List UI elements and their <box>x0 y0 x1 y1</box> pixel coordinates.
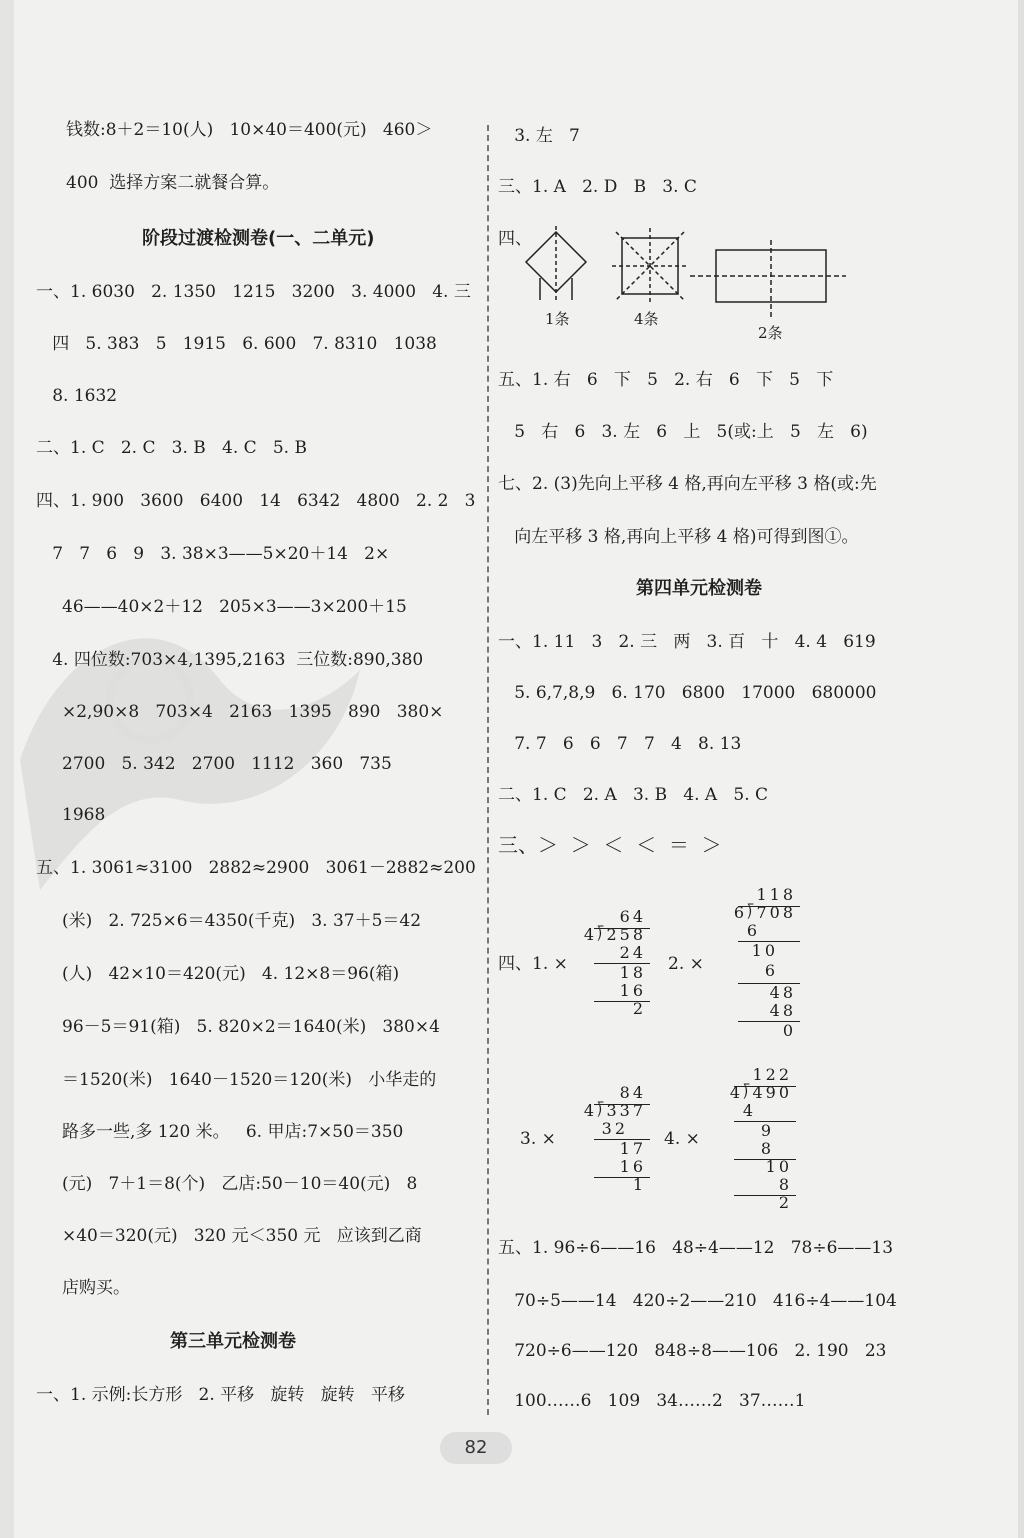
step: 9 <box>760 1121 774 1140</box>
answer-line: 2. × <box>668 954 704 974</box>
answer-line: 向左平移 3 格,再向上平移 4 格)可得到图①。 <box>498 527 859 547</box>
answer-line: 四 5. 383 5 1915 6. 600 7. 8310 1038 <box>36 334 437 354</box>
figure-label: 4条 <box>634 310 659 328</box>
page-edge <box>1018 0 1024 1538</box>
figure-square <box>612 228 688 304</box>
answer-line: 5 右 6 3. 左 6 上 5(或:上 5 左 6) <box>498 422 868 442</box>
quotient: 84 <box>619 1083 646 1102</box>
step: 8 <box>760 1139 774 1158</box>
answer-line: 店购买。 <box>62 1278 130 1298</box>
quotient: 118 <box>756 885 796 904</box>
answer-line: 五、1. 96÷6——16 48÷4——12 78÷6——13 <box>498 1238 894 1258</box>
long-division <box>720 886 804 1046</box>
answer-line: 4. 四位数:703×4,1395,2163 三位数:890,380 <box>36 650 424 670</box>
answer-line: ＝1520(米) 1640－1520＝120(米) 小华走的 <box>62 1070 437 1090</box>
section-heading: 阶段过渡检测卷(一、二单元) <box>142 228 375 249</box>
step: 48 <box>769 983 796 1002</box>
answer-line: 8. 1632 <box>36 386 118 406</box>
answer-line: 46——40×2＋12 205×3——3×200＋15 <box>62 597 407 617</box>
column-divider <box>487 125 489 1415</box>
answer-line: 3. 左 7 <box>498 126 580 146</box>
step: 16 <box>619 981 646 1000</box>
answer-line: 1968 <box>62 805 106 825</box>
figure-label: 1条 <box>545 310 570 328</box>
step: 4 <box>742 1101 756 1120</box>
remainder: 2 <box>632 999 646 1018</box>
answer-line: 4. × <box>664 1129 700 1149</box>
answer-line: 70÷5——14 420÷2——210 416÷4——104 <box>498 1291 897 1311</box>
answer-line: 5. 6,7,8,9 6. 170 6800 17000 680000 <box>498 683 877 703</box>
step: 6 <box>764 961 778 980</box>
figure-label: 2条 <box>758 324 783 342</box>
answer-line: 100……6 109 34……2 37……1 <box>498 1391 806 1411</box>
answer-line: 路多一些,多 120 米。 6. 甲店:7×50＝350 <box>62 1122 404 1142</box>
step: 24 <box>619 943 646 962</box>
long-division <box>574 908 654 1018</box>
step: 16 <box>619 1157 646 1176</box>
step: 17 <box>619 1139 646 1158</box>
answer-line: 三、＞ ＞ ＜ ＜ ＝ ＞ <box>498 833 722 857</box>
figure-pentagon <box>526 226 586 302</box>
answer-line: 二、1. C 2. A 3. B 4. A 5. C <box>498 785 769 805</box>
dividend: 4⟌490 <box>729 1083 792 1102</box>
step: 18 <box>619 963 646 982</box>
remainder: 2 <box>778 1193 792 1212</box>
answer-line: 一、1. 11 3 2. 三 两 3. 百 十 4. 4 619 <box>498 632 876 652</box>
answer-line: 钱数:8＋2＝10(人) 10×40＝400(元) 460＞ <box>66 120 433 140</box>
answer-line: 3. × <box>520 1129 556 1149</box>
answer-line: 五、1. 3061≈3100 2882≈2900 3061－2882≈200 <box>36 858 476 878</box>
step: 32 <box>601 1119 628 1138</box>
step: 8 <box>778 1175 792 1194</box>
remainder: 1 <box>632 1175 646 1194</box>
answer-line: 7. 7 6 6 7 7 4 8. 13 <box>498 734 742 754</box>
answer-line: 7 7 6 9 3. 38×3——5×20＋14 2× <box>36 544 390 564</box>
answer-line: 四、1. 900 3600 6400 14 6342 4800 2. 2 3 <box>36 491 476 511</box>
answer-line: ×2,90×8 703×4 2163 1395 890 380× <box>62 702 444 722</box>
page-number: 82 <box>464 1437 488 1458</box>
step: 6 <box>746 921 760 940</box>
answer-line: ×40＝320(元) 320 元＜350 元 应该到乙商 <box>62 1226 422 1246</box>
answer-line: 一、1. 6030 2. 1350 1215 3200 3. 4000 4. 三 <box>36 282 471 302</box>
answer-line: (元) 7＋1＝8(个) 乙店:50－10＝40(元) 8 <box>62 1174 418 1194</box>
long-division <box>574 1084 654 1194</box>
remainder: 0 <box>782 1021 796 1040</box>
answer-line: 96－5＝91(箱) 5. 820×2＝1640(米) 380×4 <box>62 1017 440 1037</box>
figure-rectangle <box>690 240 846 318</box>
dividend: 4⟌337 <box>583 1101 646 1120</box>
answer-line: 三、1. A 2. D B 3. C <box>498 177 697 197</box>
answer-line: (人) 42×10＝420(元) 4. 12×8＝96(箱) <box>62 964 400 984</box>
answer-line: 720÷6——120 848÷8——106 2. 190 23 <box>498 1341 887 1361</box>
dividend: 4⟌258 <box>583 925 646 944</box>
answer-line: (米) 2. 725×6＝4350(千克) 3. 37＋5＝42 <box>62 911 422 931</box>
long-division <box>716 1066 800 1216</box>
step: 48 <box>769 1001 796 1020</box>
answer-line: 一、1. 示例:长方形 2. 平移 旋转 旋转 平移 <box>36 1385 405 1405</box>
step: 10 <box>751 941 778 960</box>
answer-line: 五、1. 右 6 下 5 2. 右 6 下 5 下 <box>498 370 834 390</box>
answer-line: 二、1. C 2. C 3. B 4. C 5. B <box>36 438 307 458</box>
quotient: 64 <box>619 907 646 926</box>
answer-line: 七、2. (3)先向上平移 4 格,再向左平移 3 格(或:先 <box>498 474 877 494</box>
answer-line: 四、 <box>498 229 532 249</box>
step: 10 <box>765 1157 792 1176</box>
quotient: 122 <box>752 1065 792 1084</box>
answer-line: 2700 5. 342 2700 1112 360 735 <box>62 754 392 774</box>
dividend: 6⟌708 <box>733 903 796 922</box>
section-heading: 第三单元检测卷 <box>170 1331 296 1352</box>
answer-line: 四、1. × <box>498 954 568 974</box>
answer-line: 400 选择方案二就餐合算。 <box>66 173 280 193</box>
section-heading: 第四单元检测卷 <box>636 578 762 599</box>
